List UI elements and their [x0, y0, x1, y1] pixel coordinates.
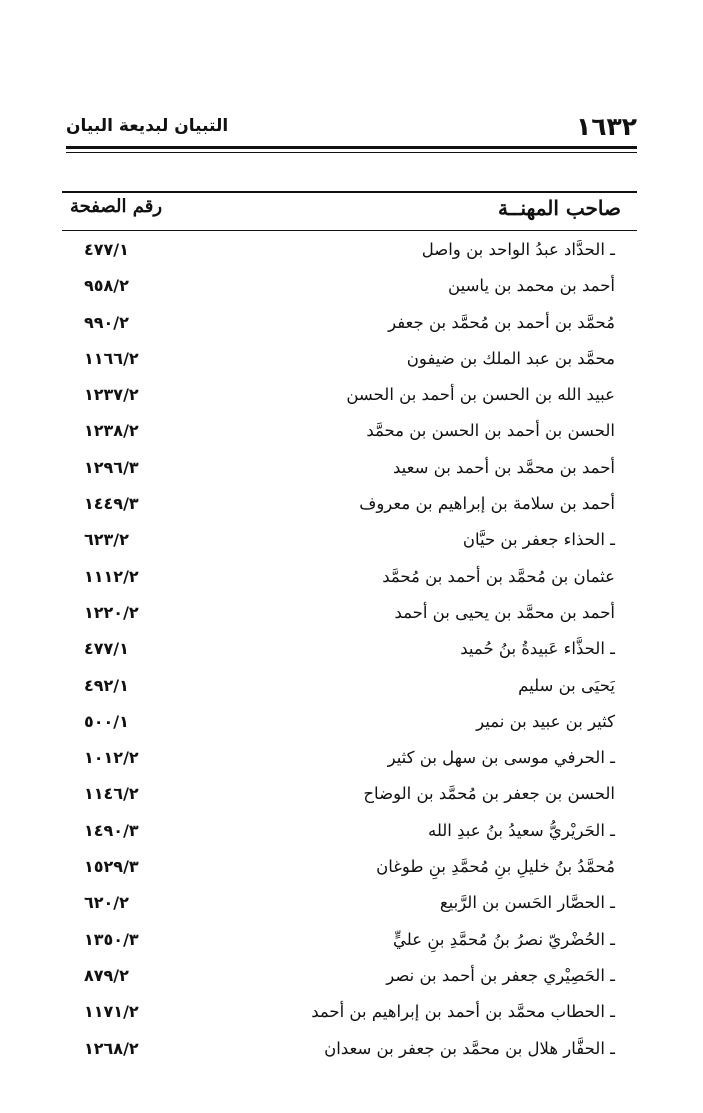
row-page-reference: ١٣٥٠/٣: [84, 929, 139, 949]
table-row: [62, 234, 637, 270]
row-person-name: عثمان بن مُحمَّد بن أحمد بن مُحمَّد: [382, 566, 615, 586]
row-page-reference: ٩٩٠/٢: [84, 312, 129, 332]
row-person-name: كثير بن عبيد بن نمير: [476, 711, 615, 731]
table-row: [62, 270, 637, 306]
table-row: [62, 415, 637, 451]
row-person-name: أحمد بن محمَّد بن أحمد بن سعيد: [392, 457, 615, 477]
row-page-reference: ١٢٣٨/٢: [84, 421, 139, 441]
row-page-reference: ١٢٣٧/٢: [84, 385, 139, 405]
row-page-reference: ١١٤٦/٢: [84, 784, 139, 804]
table-row: [62, 924, 637, 960]
book-title: التبيان لبديعة البيان: [66, 116, 229, 136]
row-page-reference: ١٤٤٩/٣: [84, 494, 139, 514]
row-person-name: ـ الحَصِيْري جعفر بن أحمد بن نصر: [386, 965, 615, 985]
row-page-reference: ١٢٦٨/٢: [84, 1038, 139, 1058]
row-person-name: ـ الحرفي موسى بن سهل بن كثير: [387, 748, 615, 768]
index-table: [62, 234, 637, 1069]
row-person-name: الحسن بن جعفر بن مُحمَّد بن الوضاح: [363, 784, 615, 804]
row-person-name: أحمد بن سلامة بن إبراهيم بن معروف: [359, 494, 615, 514]
table-row: [62, 452, 637, 488]
row-person-name: ـ الحفَّار هلال بن محمَّد بن جعفر بن سعدان: [324, 1038, 615, 1058]
header-rule-thin: [66, 152, 637, 153]
header-rule-thick: [66, 146, 637, 149]
row-page-reference: ٩٥٨/٢: [84, 276, 129, 296]
column-header-page-number: رقم الصفحة: [70, 196, 163, 217]
table-row: [62, 633, 637, 669]
table-row: [62, 524, 637, 560]
table-row: [62, 561, 637, 597]
table-row: [62, 887, 637, 923]
table-row: [62, 815, 637, 851]
row-person-name: مُحمَّدُ بنُ خليلِ بنِ مُحمَّدِ بنِ طوغان: [376, 857, 615, 877]
row-page-reference: ٦٢٠/٢: [84, 893, 129, 913]
row-page-reference: ١٠١٢/٢: [84, 748, 139, 768]
row-page-reference: ٤٧٧/١: [84, 240, 129, 259]
page-number: ١٦٣٢: [575, 112, 637, 141]
table-column-headers: [62, 196, 637, 226]
row-person-name: عبيد الله بن الحسن بن أحمد بن الحسن: [346, 385, 615, 405]
row-person-name: ـ الحذَّاء عَبيدةُ بنُ حُميد: [460, 639, 615, 659]
row-page-reference: ١٥٢٩/٣: [84, 857, 139, 877]
column-header-profession: صاحب المهنــة: [498, 196, 621, 220]
row-page-reference: ١٢٢٠/٢: [84, 602, 139, 622]
row-person-name: الحسن بن أحمد بن الحسن بن محمَّد: [366, 421, 615, 441]
row-person-name: أحمد بن محمد بن ياسين: [448, 276, 615, 296]
row-page-reference: ٨٧٩/٢: [84, 965, 129, 985]
row-person-name: ـ الحَريْريُّ سعيدُ بنُ عبدِ الله: [427, 820, 615, 840]
table-top-rule: [62, 191, 637, 193]
table-row: [62, 996, 637, 1032]
table-row: [62, 488, 637, 524]
table-row: [62, 1033, 637, 1069]
row-person-name: ـ الحُضْريّ نصرُ بنُ مُحمَّدِ بنِ عليٍّ: [393, 929, 615, 949]
row-person-name: أحمد بن محمَّد بن يحيى بن أحمد: [394, 602, 615, 622]
row-person-name: ـ الحطاب محمَّد بن أحمد بن إبراهيم بن أحمد: [311, 1002, 615, 1022]
table-row: [62, 742, 637, 778]
row-page-reference: ٦٢٣/٢: [84, 530, 129, 550]
row-page-reference: ١١٦٦/٢: [84, 348, 139, 368]
row-person-name: ـ الحذاء جعفر بن حيَّان: [462, 530, 615, 550]
table-row: [62, 597, 637, 633]
row-page-reference: ١٢٩٦/٣: [84, 457, 139, 477]
table-row: [62, 706, 637, 742]
running-header: [66, 112, 637, 142]
table-row: [62, 960, 637, 996]
row-page-reference: ٤٩٢/١: [84, 675, 129, 695]
row-person-name: يَحيَى بن سليم: [518, 675, 615, 695]
row-person-name: محمَّد بن عبد الملك بن ضيفون: [406, 348, 615, 368]
table-row: [62, 851, 637, 887]
row-page-reference: ١٤٩٠/٣: [84, 820, 139, 840]
row-person-name: ـ الحصَّار الحَسن بن الرَّبيع: [439, 893, 615, 913]
table-row: [62, 670, 637, 706]
table-row: [62, 307, 637, 343]
table-row: [62, 778, 637, 814]
table-row: [62, 343, 637, 379]
row-page-reference: ٤٧٧/١: [84, 639, 129, 659]
table-header-rule: [62, 230, 637, 231]
row-page-reference: ٥٠٠/١: [84, 711, 129, 731]
row-person-name: ـ الحدَّاد عبدُ الواحد بن واصل: [421, 240, 615, 259]
row-page-reference: ١١٧١/٢: [84, 1002, 139, 1022]
row-page-reference: ١١١٢/٢: [84, 566, 139, 586]
table-row: [62, 379, 637, 415]
row-person-name: مُحمَّد بن أحمد بن مُحمَّد بن جعفر: [388, 312, 615, 332]
